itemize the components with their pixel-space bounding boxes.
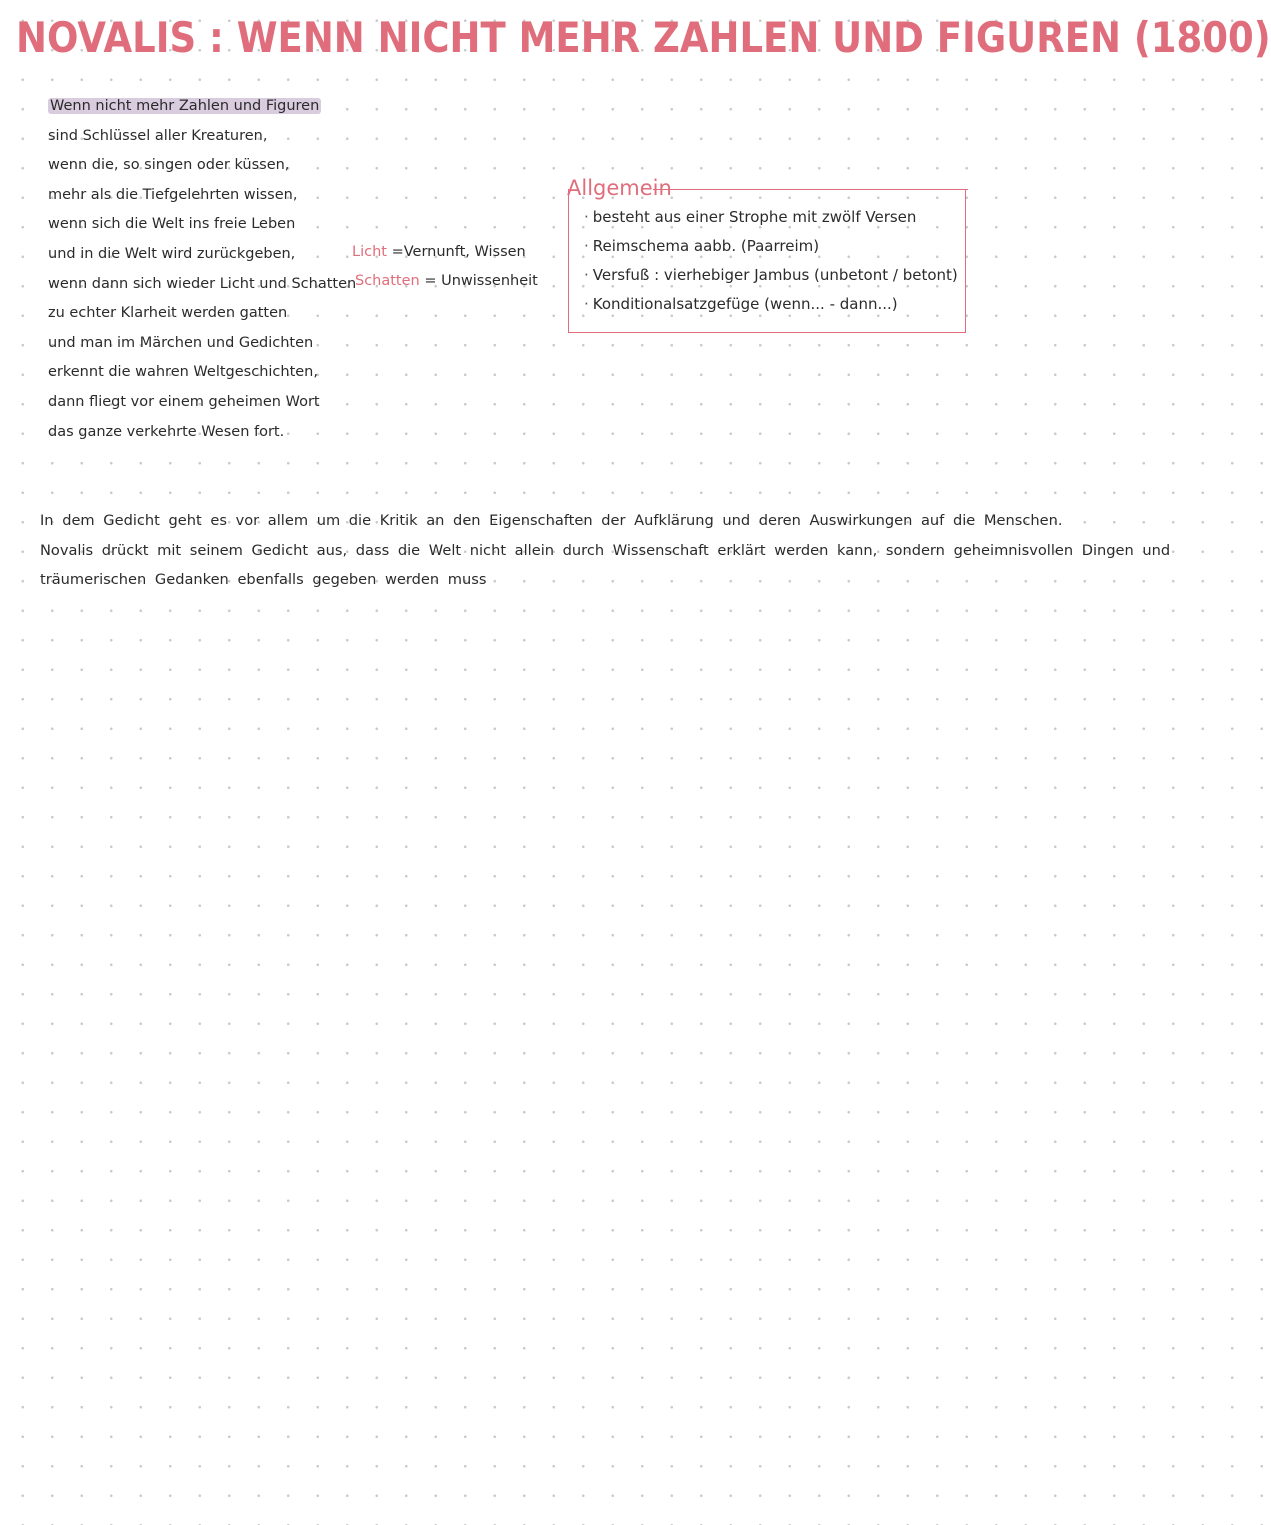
- annotation-schatten-key: Schatten: [355, 273, 420, 289]
- poem-line-9-text: und man im Märchen und Gedichten: [48, 334, 314, 351]
- poem-line-8: [48, 299, 356, 329]
- summary-item-2-text: Reimschema aabb. (Paarreim): [592, 237, 820, 255]
- poem-line-6-text: und in die Welt wird zurückgeben,: [48, 245, 296, 262]
- poem-line-5: [48, 210, 356, 240]
- summary-box-label: Allgemein: [567, 176, 672, 200]
- poem-line-9: [48, 329, 356, 359]
- annotation-schatten: [355, 273, 538, 289]
- paragraph-line-3: träumerischen Gedanken ebenfalls gegeben werden muss: [40, 571, 487, 588]
- summary-item-4-text: Konditionalsatzgefüge (wenn... - dann...): [592, 295, 898, 313]
- poem-line-2: [48, 122, 356, 152]
- summary-item-3: [584, 266, 958, 284]
- poem-line-10-text: erkennt die wahren Weltgeschichten,: [48, 364, 318, 381]
- summary-box-top-border: [653, 189, 968, 190]
- poem-line-10: [48, 358, 356, 388]
- poem-line-8-text: zu echter Klarheit werden gatten: [48, 305, 288, 322]
- poem-line-11: [48, 388, 356, 418]
- poem-line-6: [48, 240, 356, 270]
- bullet-icon: ·: [584, 266, 589, 284]
- summary-item-1: [584, 208, 916, 226]
- poem-line-5-text: wenn sich die Welt ins freie Leben: [48, 216, 296, 233]
- paragraph-line-1: In dem Gedicht geht es vor allem um die Kritik an den Eigenschaften der Aufklärung und deren Auswirkungen auf die Menschen.: [40, 512, 1063, 529]
- annotation-schatten-value: = Unwissenheit: [424, 273, 538, 289]
- poem-line-7-text: wenn dann sich wieder Licht und Schatten: [48, 275, 357, 292]
- summary-item-2: [584, 237, 819, 255]
- poem-line-4: [48, 181, 356, 211]
- poem-line-4-text: mehr als die Tiefgelehrten wissen,: [48, 186, 298, 203]
- poem-line-7: [48, 270, 356, 300]
- bullet-icon: ·: [584, 295, 589, 313]
- annotation-licht-key: Licht: [352, 244, 387, 260]
- poem-line-11-text: dann fliegt vor einem geheimen Wort: [48, 393, 320, 410]
- poem-line-12: [48, 418, 356, 448]
- interpretation-paragraph: [40, 506, 1171, 595]
- bullet-icon: ·: [584, 208, 589, 226]
- poem-line-1-text: Wenn nicht mehr Zahlen und Figuren: [50, 98, 320, 114]
- bullet-icon: ·: [584, 237, 589, 255]
- poem-line-3: [48, 151, 356, 181]
- summary-item-1-text: besteht aus einer Strophe mit zwölf Versen: [592, 208, 917, 226]
- poem-line-12-text: das ganze verkehrte Wesen fort.: [48, 423, 285, 440]
- annotation-licht: [352, 244, 526, 260]
- paragraph-line-2: Novalis drückt mit seinem Gedicht aus, dass die Welt nicht allein durch Wissenschaft erklärt werden kann, sondern geheimnisvollen Dingen und: [40, 541, 1171, 559]
- poem-line-1: [48, 92, 356, 122]
- poem: [48, 92, 356, 447]
- summary-item-4: [584, 295, 898, 313]
- page-title: NOVALIS : WENN NICHT MEHR ZAHLEN UND FIGUREN (1800): [16, 14, 1271, 63]
- summary-item-3-text: Versfuß : vierhebiger Jambus (unbetont / betont): [592, 266, 958, 284]
- poem-line-3-text: wenn die, so singen oder küssen,: [48, 157, 290, 174]
- poem-line-2-text: sind Schlüssel aller Kreaturen,: [48, 127, 268, 144]
- annotation-licht-value: =Vernunft, Wissen: [391, 244, 526, 260]
